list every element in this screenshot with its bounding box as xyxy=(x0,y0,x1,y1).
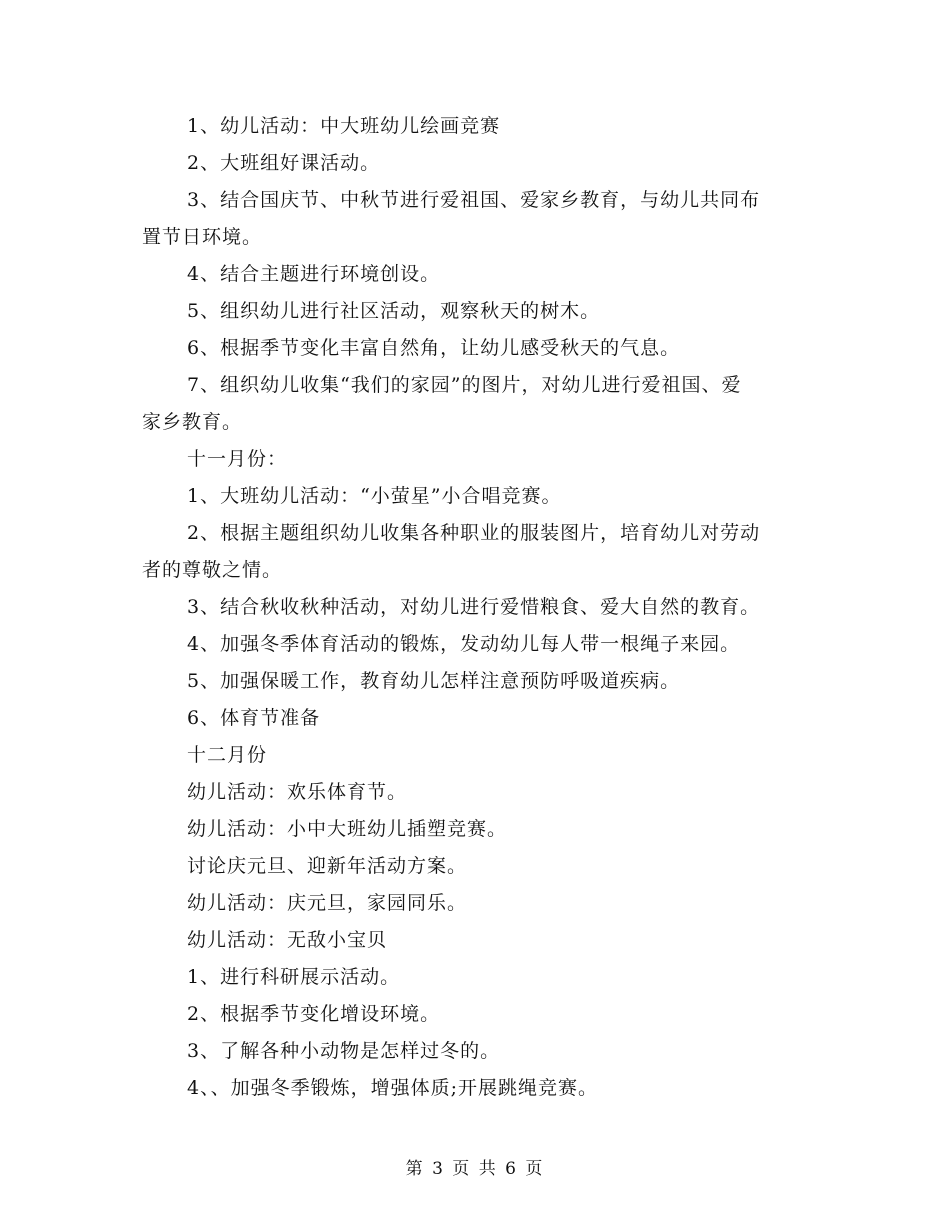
text-line: 3、结合秋收秋种活动，对幼儿进行爱惜粮食、爱大自然的教育。 xyxy=(187,596,761,618)
text-line: 2、根据主题组织幼儿收集各种职业的服装图片，培育幼儿对劳动 xyxy=(187,522,761,544)
text-line: 5、加强保暖工作，教育幼儿怎样注意预防呼吸道疾病。 xyxy=(187,670,681,692)
page-footer: 第 3 页 共 6 页 xyxy=(405,1159,545,1179)
text-line: 幼儿活动：庆元旦，家园同乐。 xyxy=(187,892,468,914)
text-line: 4、加强冬季体育活动的锻炼，发动幼儿每人带一根绳子来园。 xyxy=(187,633,741,655)
text-line: 幼儿活动：欢乐体育节。 xyxy=(187,781,408,803)
text-line: 幼儿活动：无敌小宝贝 xyxy=(187,929,388,951)
document-body xyxy=(142,108,810,1107)
text-line: 4、、加强冬季锻炼，增强体质;开展跳绳竞赛。 xyxy=(187,1077,598,1099)
text-line: 者的尊敬之情。 xyxy=(142,559,283,581)
text-line: 3、结合国庆节、中秋节进行爱祖国、爱家乡教育，与幼儿共同布 xyxy=(187,189,761,211)
text-line: 6、根据季节变化丰富自然角，让幼儿感受秋天的气息。 xyxy=(187,337,681,359)
text-line: 3、了解各种小动物是怎样过冬的。 xyxy=(187,1040,501,1062)
text-line: 5、组织幼儿进行社区活动，观察秋天的树木。 xyxy=(187,300,601,322)
text-line: 1、进行科研展示活动。 xyxy=(187,966,401,988)
text-line: 6、体育节准备 xyxy=(187,707,321,729)
text-line: 4、结合主题进行环境创设。 xyxy=(187,263,441,285)
text-line: 2、根据季节变化增设环境。 xyxy=(187,1003,441,1025)
text-line: 2、大班组好课活动。 xyxy=(187,152,381,174)
text-line: 幼儿活动：小中大班幼儿插塑竞赛。 xyxy=(187,818,508,840)
section-heading: 十二月份 xyxy=(187,744,268,766)
text-line: 讨论庆元旦、迎新年活动方案。 xyxy=(187,855,468,877)
text-line: 7、组织幼儿收集“我们的家园”的图片，对幼儿进行爱祖国、爱 xyxy=(187,374,742,396)
section-heading: 十一月份： xyxy=(187,448,288,470)
text-line: 置节日环境。 xyxy=(142,226,263,248)
text-line: 1、幼儿活动：中大班幼儿绘画竞赛 xyxy=(187,115,501,137)
text-line: 家乡教育。 xyxy=(142,411,243,433)
text-line: 1、大班幼儿活动：“小萤星”小合唱竞赛。 xyxy=(187,485,562,507)
